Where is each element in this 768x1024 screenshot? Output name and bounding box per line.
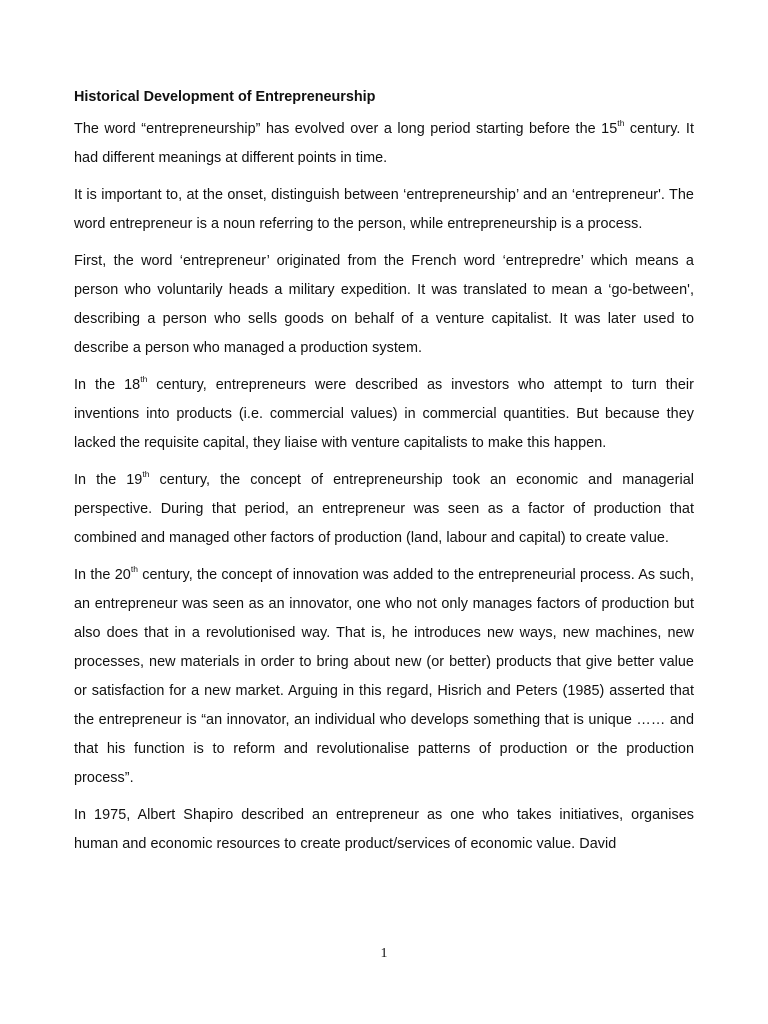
paragraph-text: century, entrepreneurs were described as investors who attempt to turn their inventions into products (i.e. commercial values) in commercial quantities. But because they lacked the requisite capital, they liaise with venture capitalists to make this happen. [74,377,694,451]
paragraph-list [74,115,694,859]
paragraph-text: In the 19 [74,472,143,488]
paragraph-text: century, the concept of innovation was added to the entrepreneurial process. As such, an entrepreneur was seen as an innovator, one who not only manages factors of production but also does that in a revolutionised way. That is, he introduces new ways, new machines, new processes, new materials in order to bring about new (or better) products that give better value or satisfaction for a new market. Arguing in this regard, Hisrich and Peters (1985) asserted that the entrepreneur is “an innovator, an individual who develops something that is unique …… and that his function is to reform and revolutionalise patterns of production or the production process”. [74,567,694,786]
paragraph-text: century, the concept of entrepreneurship took an economic and managerial perspective. During that period, an entrepreneur was seen as a factor of production that combined and managed other factors of production (land, labour and capital) to create value. [74,472,694,546]
body-paragraph [74,115,694,173]
superscript-ordinal: th [142,469,150,480]
body-paragraph [74,466,694,553]
paragraph-text: century. It had different meanings at different points in time. [74,121,695,166]
paragraph-text: First, the word ‘entrepreneur’ originated from the French word ‘entrepredre’ which means a person who voluntarily heads a military expedition. It was translated to mean a ‘go-between', describing a person who sells goods on behalf of a venture capitalist. It was later used to describe a person who managed a production system. [74,253,694,356]
page-number: 1 [380,946,388,961]
document-title: Historical Development of Entrepreneurship [74,89,376,105]
document-body [74,86,694,867]
body-paragraph [74,181,694,239]
paragraph-text: It is important to, at the onset, distinguish between ‘entrepreneurship’ and an ‘entrepreneur'. The word entrepreneur is a noun referring to the person, while entrepreneurship is a process. [74,187,694,232]
superscript-ordinal: th [130,564,139,575]
paragraph-text: The word “entrepreneurship” has evolved over a long period starting before the 15 [74,121,618,137]
paragraph-text: In 1975, Albert Shapiro described an entrepreneur as one who takes initiatives, organises human and economic resources to create product/services of economic value. David [74,807,694,852]
paragraph-text: In the 20 [74,567,131,583]
body-paragraph [74,801,694,859]
superscript-ordinal: th [140,374,148,385]
superscript-ordinal: th [617,118,625,129]
body-paragraph [74,247,694,363]
body-paragraph [74,371,694,458]
body-paragraph [74,561,694,793]
paragraph-text: In the 18 [74,377,141,393]
